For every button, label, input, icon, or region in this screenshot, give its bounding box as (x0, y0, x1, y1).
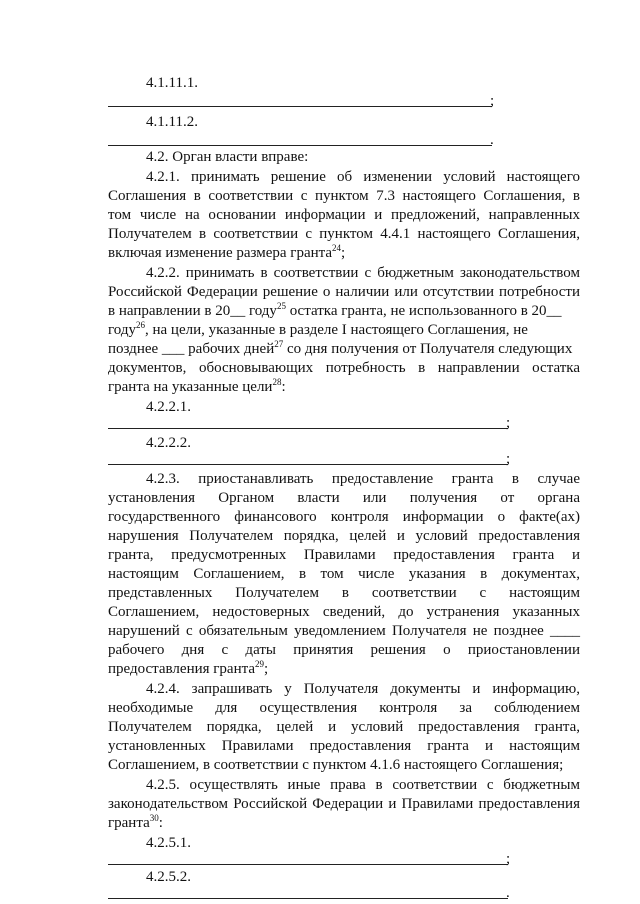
clause-4-2-3-line: настоящим Соглашением, в том числе указания в документах, (108, 566, 580, 582)
clause-4-2-1-line: Соглашения в соответствии с пунктом 7.3 настоящего Соглашения, в (108, 188, 580, 204)
punct: ; (264, 661, 269, 677)
section-heading-4-2: 4.2. Орган власти вправе: (146, 149, 309, 165)
clause-text: позднее ___ рабочих дней (108, 341, 275, 357)
footnote-ref: 24 (332, 243, 342, 253)
clause-text: остатка гранта, не использованного в 20__ (285, 303, 562, 319)
clause-label-4-2-2-2: 4.2.2.2. (146, 435, 191, 451)
clause-4-2-4-last-line: Соглашением, в соответствии с пунктом 4.1.6 настоящего Соглашения; (108, 757, 564, 773)
clause-4-2-2-line (108, 302, 580, 320)
blank-line (108, 428, 508, 429)
clause-4-2-1-line: Получателем в соответствии с пунктом 4.4.1 настоящего Соглашения, (108, 226, 580, 242)
clause-4-2-3-last-line (108, 660, 580, 678)
punct: ; (341, 245, 346, 261)
clause-4-2-4-line: Получателем порядка, целей и условий предоставления гранта, (108, 719, 580, 735)
clause-4-2-4-line: необходимые для осуществления контроля за соблюдением (108, 700, 580, 716)
footnote-ref: 26 (135, 320, 145, 330)
clause-4-2-2-line: Российской Федерации решение о наличии или отсутствии потребности (108, 284, 580, 300)
clause-4-2-5-line: законодательством Российской Федерации и Правилами предоставления (108, 796, 580, 812)
line-end-mark: ; (506, 415, 511, 431)
line-end-mark: ; (506, 851, 511, 867)
clause-4-2-1-last-line (108, 244, 580, 262)
clause-4-2-2-line (108, 321, 580, 339)
clause-4-2-3-line: установления Органом власти или получения от органа (108, 490, 580, 506)
clause-4-2-3-line: нарушения Получателем порядка, целей и условий предоставления (108, 528, 580, 544)
punct: : (158, 815, 163, 831)
clause-4-2-2-line: документов, обосновывающих потребность в направлении остатка (108, 360, 580, 376)
clause-label-4-2-5-2: 4.2.5.2. (146, 869, 191, 885)
footnote-ref: 29 (255, 659, 265, 669)
clause-text: гранта на указанные цели (108, 379, 273, 395)
clause-4-2-4-line: 4.2.4. запрашивать у Получателя документы и информацию, (146, 681, 580, 697)
clause-4-2-3-line: Соглашением, недостоверных сведений, до устранения указанных (108, 604, 580, 620)
clause-text: в направлении в 20__ году (108, 303, 277, 319)
line-end-mark: ; (506, 451, 511, 467)
clause-4-2-5-last-line (108, 814, 580, 832)
clause-text: включая изменение размера гранта (108, 245, 333, 261)
line-end-mark: . (506, 885, 510, 901)
clause-text: предоставления гранта (108, 661, 256, 677)
blank-line (108, 145, 492, 146)
footnote-ref: 27 (274, 339, 284, 349)
footnote-ref: 30 (149, 813, 159, 823)
clause-4-2-3-line: 4.2.3. приостанавливать предоставление гранта в случае (146, 471, 580, 487)
clause-text: году (108, 322, 136, 338)
clause-4-2-3-line: гранта, предусмотренных Правилами предоставления гранта и (108, 547, 580, 563)
clause-4-2-5-line: 4.2.5. осуществлять иные права в соответствии с бюджетным (146, 777, 580, 793)
clause-4-2-1-line: том числе на основании информации и предложений, направленных (108, 207, 580, 223)
blank-line (108, 464, 508, 465)
clause-label-4-2-5-1: 4.2.5.1. (146, 835, 191, 851)
line-end-mark: . (490, 132, 494, 148)
clause-4-2-2-line (108, 340, 580, 358)
clause-text: со дня получения от Получателя следующих (283, 341, 573, 357)
clause-4-2-2-last-line (108, 378, 580, 396)
blank-line (108, 864, 508, 865)
clause-4-2-1-line: 4.2.1. принимать решение об изменении условий настоящего (146, 169, 580, 185)
clause-label-4-2-2-1: 4.2.2.1. (146, 399, 191, 415)
clause-4-2-3-line: государственного финансового контроля информации о факте(ах) (108, 509, 580, 525)
clause-label-4-1-11-1: 4.1.11.1. (146, 75, 198, 91)
clause-4-2-3-line: представленных Получателем в соответствии с настоящим (108, 585, 580, 601)
clause-4-2-3-line: нарушений с обязательным уведомлением Получателя не позднее ____ (108, 623, 580, 639)
line-end-mark: ; (490, 93, 495, 109)
clause-4-2-3-line: рабочего дня с даты принятия решения о приостановлении (108, 642, 580, 658)
clause-4-2-4-line: установленных Правилами предоставления гранта и настоящим (108, 738, 580, 754)
blank-line (108, 106, 492, 107)
footnote-ref: 25 (276, 301, 286, 311)
blank-line (108, 898, 508, 899)
clause-text: гранта (108, 815, 150, 831)
footnote-ref: 28 (272, 377, 282, 387)
punct: : (281, 379, 286, 395)
clause-text: , на цели, указанные в разделе I настоящего Соглашения, не (144, 322, 528, 338)
clause-label-4-1-11-2: 4.1.11.2. (146, 114, 198, 130)
clause-4-2-2-line: 4.2.2. принимать в соответствии с бюджетным законодательством (146, 265, 580, 281)
